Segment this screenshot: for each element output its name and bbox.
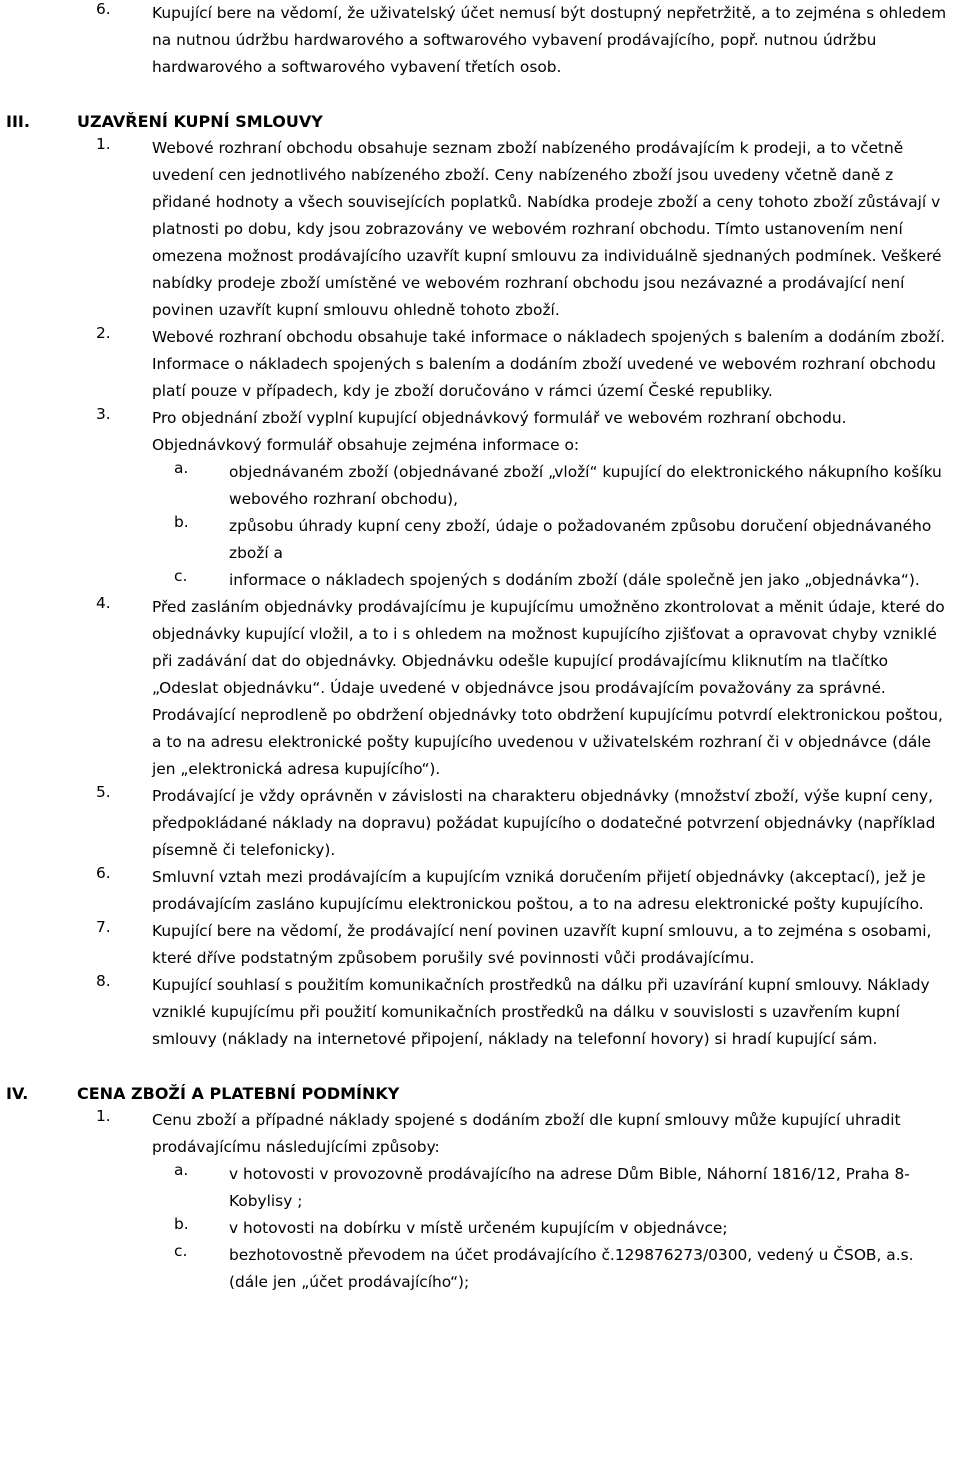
sub-list-letter: a. <box>174 459 189 477</box>
section-heading-iv <box>0 1080 960 1107</box>
list-item <box>0 324 960 405</box>
list-item <box>0 783 960 864</box>
section-heading-iii <box>0 108 960 135</box>
list-item-text: Webové rozhraní obchodu obsahuje seznam zboží nabízeného prodávajícím k prodeji, a to včetně uvedení cen jednotlivého nabízeného zboží. Ceny nabízeného zboží jsou uvedeny včetně daně z přidané hodnoty a všech souvisejících poplatků. Nabídka prodeje zboží a ceny tohoto zboží zůstávají v platnosti po dobu, kdy jsou zobrazovány ve webovém rozhraní obchodu. Tímto ustanovením není omezena možnost prodávajícího uzavřít kupní smlouvu za individuálně sjednaných podmínek. Veškeré nabídky prodeje zboží umístěné ve webovém rozhraní obchodu jsou nezávazné a prodávající není povinen uzavřít kupní smlouvu ohledně tohoto zboží. <box>152 139 942 319</box>
section-title: UZAVŘENÍ KUPNÍ SMLOUVY <box>77 112 323 131</box>
list-item <box>0 918 960 972</box>
sub-list-item <box>0 459 960 513</box>
sub-list-letter: b. <box>174 513 189 531</box>
list-item-number: 6. <box>96 864 111 882</box>
list-item-text: Kupující bere na vědomí, že uživatelský účet nemusí být dostupný nepřetržitě, a to zejména s ohledem na nutnou údržbu hardwarového a softwarového vybavení prodávajícího, popř. nutnou údržbu hardwarového a softwarového vybavení třetích osob. <box>152 4 947 76</box>
list-item <box>0 864 960 918</box>
list-item-number: 1. <box>96 135 111 153</box>
list-item-text: Před zasláním objednávky prodávajícímu je kupujícímu umožněno zkontrolovat a měnit údaje, které do objednávky kupující vložil, a to i s ohledem na možnost kupujícího zjišťovat a opravovat chyby vzniklé při zadávání dat do objednávky. Objednávku odešle kupující prodávajícímu kliknutím na tlačítko „Odeslat objednávku“. Údaje uvedené v objednávce jsou prodávajícím považovány za správné. Prodávající neprodleně po obdržení objednávky toto obdržení kupujícímu potvrdí elektronickou poštou, a to na adresu elektronické pošty kupujícího uvedenou v uživatelském rozhraní či v objednávce (dále jen „elektronická adresa kupujícího“). <box>152 598 945 778</box>
list-item-number: 2. <box>96 324 111 342</box>
section-title: CENA ZBOŽÍ A PLATEBNÍ PODMÍNKY <box>77 1084 400 1103</box>
list-item-text: Prodávající je vždy oprávněn v závislosti na charakteru objednávky (množství zboží, výše kupní ceny, předpokládané náklady na dopravu) požádat kupujícího o dodatečné potvrzení objednávky (například písemně či telefonicky). <box>152 787 936 859</box>
list-item <box>0 1107 960 1161</box>
list-item-text: Webové rozhraní obchodu obsahuje také informace o nákladech spojených s balením a dodáním zboží. Informace o nákladech spojených s balením a dodáním zboží uvedené ve webovém rozhraní obchodu platí pouze v případech, kdy je zboží doručováno v rámci území České republiky. <box>152 328 946 400</box>
sub-list-text: způsobu úhrady kupní ceny zboží, údaje o požadovaném způsobu doručení objednávaného zboží a <box>229 517 932 562</box>
list-item-text: Pro objednání zboží vyplní kupující objednávkový formulář ve webovém rozhraní obchodu. Objednávkový formulář obsahuje zejména informace o: <box>152 409 847 454</box>
list-item-number: 3. <box>96 405 111 423</box>
sub-list-text: objednávaném zboží (objednávané zboží „vloží“ kupující do elektronického nákupního košíku webového rozhraní obchodu), <box>229 463 942 508</box>
list-item <box>0 594 960 783</box>
sub-list-item <box>0 1242 960 1296</box>
sub-list-text: v hotovosti v provozovně prodávajícího na adrese Dům Bible, Náhorní 1816/12, Praha 8-Kobylisy ; <box>229 1165 910 1210</box>
sub-list-text: informace o nákladech spojených s dodáním zboží (dále společně jen jako „objednávka“). <box>229 571 920 589</box>
sub-list-letter: c. <box>174 567 188 585</box>
list-item-number: 5. <box>96 783 111 801</box>
list-item <box>0 405 960 459</box>
list-item-text: Smluvní vztah mezi prodávajícím a kupujícím vzniká doručením přijetí objednávky (akceptací), jež je prodávajícím zasláno kupujícímu elektronickou poštou, a to na adresu elektronické pošty kupujícího. <box>152 868 926 913</box>
sub-list-letter: b. <box>174 1215 189 1233</box>
list-item-top-6 <box>0 0 960 81</box>
sub-list-item <box>0 513 960 567</box>
sub-list-text: v hotovosti na dobírku v místě určeném kupujícím v objednávce; <box>229 1219 728 1237</box>
list-item-number: 7. <box>96 918 111 936</box>
section-number: IV. <box>6 1084 29 1103</box>
sub-list-item <box>0 567 960 594</box>
list-item-text: Kupující bere na vědomí, že prodávající není povinen uzavřít kupní smlouvu, a to zejména s osobami, které dříve podstatným způsobem porušily své povinnosti vůči prodávajícímu. <box>152 922 932 967</box>
sub-list-item <box>0 1215 960 1242</box>
list-item <box>0 972 960 1053</box>
list-item-number: 1. <box>96 1107 111 1125</box>
section-number: III. <box>6 112 30 131</box>
list-item-text: Cenu zboží a případné náklady spojené s dodáním zboží dle kupní smlouvy může kupující uhradit prodávajícímu následujícími způsoby: <box>152 1111 901 1156</box>
sub-list-letter: a. <box>174 1161 189 1179</box>
list-item-number: 6. <box>96 0 111 18</box>
list-item-number: 8. <box>96 972 111 990</box>
sub-list-text: bezhotovostně převodem na účet prodávajícího č.129876273/0300, vedený u ČSOB, a.s. (dále jen „účet prodávajícího“); <box>229 1246 914 1291</box>
list-item-text: Kupující souhlasí s použitím komunikačních prostředků na dálku při uzavírání kupní smlouvy. Náklady vzniklé kupujícímu při použití komunikačních prostředků na dálku v souvislosti s uzavřením kupní smlouvy (náklady na internetové připojení, náklady na telefonní hovory) si hradí kupující sám. <box>152 976 930 1048</box>
sub-list-letter: c. <box>174 1242 188 1260</box>
list-item-number: 4. <box>96 594 111 612</box>
sub-list-item <box>0 1161 960 1215</box>
list-item <box>0 135 960 324</box>
